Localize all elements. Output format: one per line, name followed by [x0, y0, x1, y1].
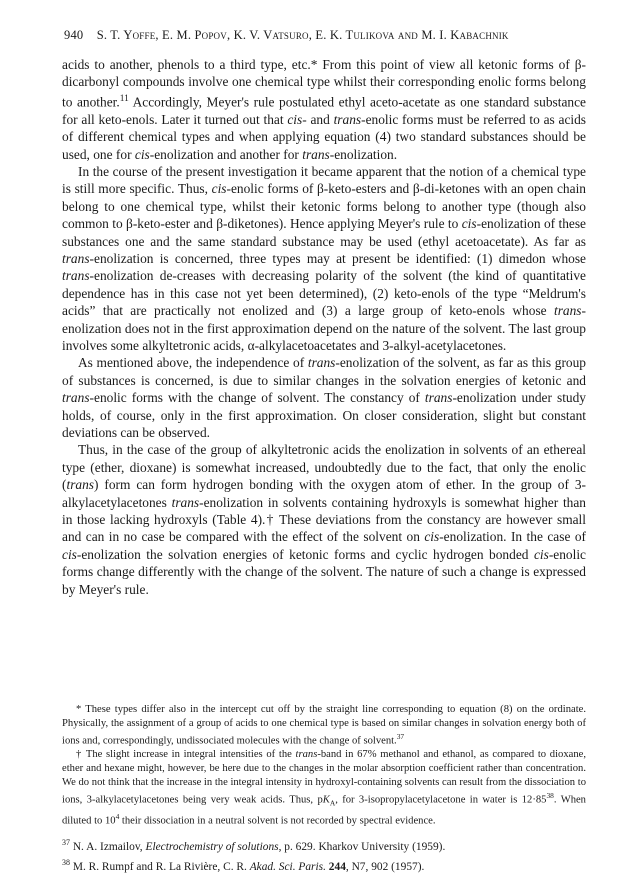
text-run: trans — [333, 111, 362, 127]
text-run: , N7, 902 (1957). — [345, 860, 425, 873]
text-run: Thus, in the case of the group of alkyltetronic acids the enolization in solvents of an ethereal type (ether, dioxane) is somewhat increased, undoubtedly due to the fact, that only the enolic ( — [62, 442, 586, 493]
running-head — [64, 28, 584, 43]
text-run: Electrochemistry of solutions — [145, 840, 279, 853]
references — [62, 835, 586, 875]
text-run: trans — [62, 250, 90, 266]
text-run: A — [329, 798, 336, 808]
paragraph — [62, 56, 586, 163]
reference-entry — [62, 835, 586, 855]
text-run: trans — [62, 390, 90, 406]
text-run: cis — [424, 529, 440, 545]
text-run: In the course of the present investigation it became apparent that the notion of a chemical type is still more specific. Thus, — [62, 163, 586, 197]
text-run: -enolization of the solvent, as far as this group of substances is concerned, is due to similar changes in the solvation energies of ketonic and — [62, 355, 586, 388]
body-text — [62, 56, 586, 598]
text-run: -enolization does not in the first approximation depend on the nature of the solvent. The last group involves some alkyltetronic acids, α-alkylacetoacetates and 3-alkyl-acetylacetones. — [62, 303, 586, 353]
text-run: -enolization. — [329, 146, 398, 162]
text-run: 37 — [62, 838, 70, 847]
text-run: -enolic forms change differently with the change of the solvent. The nature of such a change is expressed by Meyer's rule. — [62, 546, 586, 597]
text-run: and — [306, 111, 334, 127]
text-run: cis- — [287, 111, 307, 127]
text-run: cis — [211, 181, 227, 197]
text-run: trans — [302, 146, 330, 162]
text-run: 244 — [328, 860, 346, 873]
text-run: † The slight increase in integral intensities of the — [76, 749, 296, 761]
text-run: 37 — [396, 732, 405, 742]
text-run: -enolization of these substances one and the same standard substance may be used (ethyl acetoacetate). As far as — [62, 216, 586, 249]
text-run: . When diluted to 10 — [62, 794, 586, 827]
text-run: trans — [62, 268, 90, 284]
text-run: N. A. Izmailov, — [69, 840, 146, 853]
author-list: S. T. Yoffe, E. M. Popov, K. V. Vatsuro, E. K. Tulikova and M. I. Kabachnik — [96, 28, 509, 42]
text-run: -enolization in solvents containing hydroxyls is somewhat higher than in those lacking hydroxyls (Table 4).† These deviations from the constancy are however small and can in no case be compared with the effect of the solvent on — [62, 494, 586, 545]
text-run: K — [322, 794, 330, 806]
text-run: ) form can form hydrogen bonding with the oxygen atom of ether. In the group of 3-alkylacetylacetones — [62, 477, 586, 510]
footnote — [62, 748, 586, 828]
text-run: , for 3-isopropylacetylacetone in water is 12·85 — [335, 794, 547, 806]
text-run: cis — [134, 146, 150, 162]
text-run: -enolic forms must be referred to as acids of different chemical types and when applying equation (4) two standard substances should be used, one for — [62, 111, 587, 162]
text-run: 4 — [115, 812, 120, 822]
text-run: -enolization de-creases with decreasing polarity of the solvent (the kind of quantitative dependence has in this case not yet been determined), (2) keto-enols of the type “Meldrum's acids” that are practically not enolized and (3) a large group of keto-enols whose — [62, 268, 586, 319]
text-run: 38 — [546, 791, 554, 801]
text-run: -enolization under study holds, of course, only in the first approximation. On closer consideration, slight but constant deviations can be observed. — [62, 390, 587, 440]
text-run: trans — [66, 477, 95, 493]
text-run: M. R. Rumpf and R. La Rivière, C. R. — [69, 860, 250, 873]
page-number: 940 — [64, 28, 84, 42]
paragraph — [62, 441, 586, 598]
text-run: trans — [307, 355, 336, 371]
text-run: Akad. Sci. Paris. — [249, 860, 326, 873]
footnotes — [62, 703, 586, 828]
text-run: 11 — [119, 93, 129, 104]
text-run: * These types differ also in the intercept cut off by the straight line corresponding to equation (8) on the ordinate. Physically, the assignment of a group of acids to one chemical type is based on similar changes in solvation energy both of ions and, correspondingly, undissociated molecules with the change of solvent. — [62, 704, 586, 747]
text-run: trans — [553, 303, 582, 319]
text-run: -enolic forms with the change of solvent. The constancy of — [89, 390, 425, 406]
text-run: trans — [424, 390, 453, 406]
text-run: -enolization the solvation energies of ketonic forms and cyclic hydrogen bonded — [76, 546, 534, 562]
text-run: acids to another, phenols to a third type, etc.* From this point of view all ketonic forms of β-dicarbonyl compounds involve one chemical type whilst their corresponding enolic forms belong to another. — [62, 57, 586, 110]
text-run: -enolic forms of β-keto-esters and β-di-ketones with an open chain belong to one chemical type, whilst their ketonic forms belong to another type (though also common to β-keto-ester and β-diketones). Hence applying Meyer's rule to — [62, 181, 586, 232]
text-run: cis — [533, 546, 549, 562]
footnote — [62, 703, 586, 748]
reference-entry — [62, 855, 586, 875]
text-run: -band in 67% methanol and ethanol, as compared to dioxane, ether and hexane might, however, be here due to the changes in the molar absorption coefficient rather than concentration. We do not think that the increase in the integral intensity in hydroxyl-containing solvents can result from the dissociation to ions, 3-alkylacetylacetones being very weak acids. Thus, p — [62, 749, 586, 806]
paragraph — [62, 163, 586, 354]
text-run: -enolization. In the case of — [439, 529, 586, 545]
text-run: trans — [295, 749, 318, 761]
text-run: -enolization and another for — [149, 146, 303, 162]
text-run: cis — [62, 546, 77, 562]
text-run: Accordingly, Meyer's rule postulated ethyl aceto-acetate as one standard substance for all keto-enols. Later it turned out that — [62, 94, 586, 127]
text-run: trans — [171, 494, 200, 510]
text-run: , p. 629. Kharkov University (1959). — [278, 840, 446, 853]
text-run: their dissociation in a neutral solvent is not recorded by spectral evidence. — [119, 815, 436, 827]
text-run: -enolization is concerned, three types may at present be identified: (1) dimedon whose — [89, 250, 586, 266]
paragraph — [62, 354, 586, 441]
text-run: cis — [461, 216, 477, 232]
text-run: 38 — [62, 857, 70, 867]
text-run: As mentioned above, the independence of — [78, 355, 308, 371]
